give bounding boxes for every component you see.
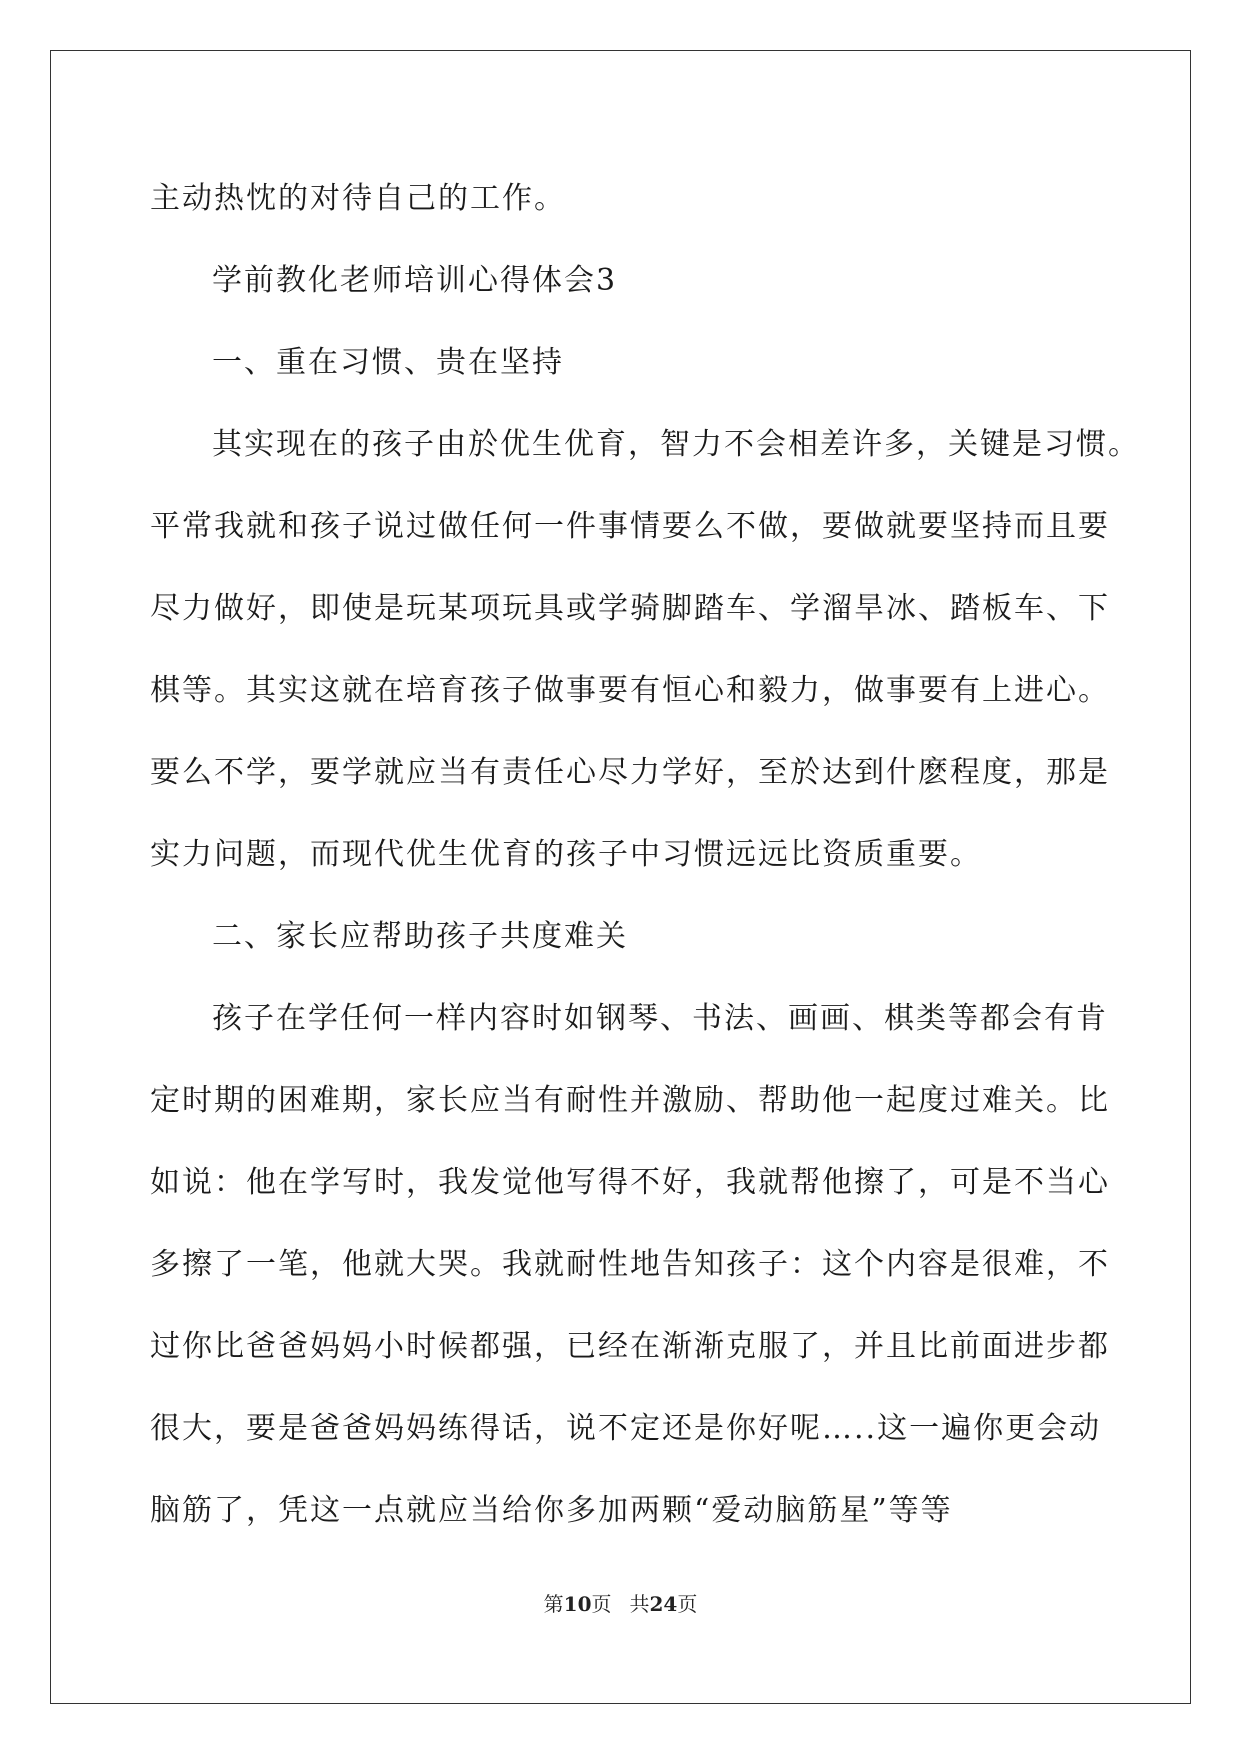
text-line: 如说：他在学写时，我发觉他写得不好，我就帮他擦了，可是不当心 [150,1165,1110,1200]
section-heading: 一、重在习惯、贵在坚持 [212,345,564,380]
current-page-number: 10 [563,1592,592,1616]
section-heading: 二、家长应帮助孩子共度难关 [212,919,628,954]
text-line: 定时期的困难期，家长应当有耐性并激励、帮助他一起度过难关。比 [150,1083,1110,1118]
section-title: 学前教化老师培训心得体会3 [212,263,618,298]
page-footer [0,1588,1241,1617]
footer-prefix: 第 [543,1592,564,1616]
footer-page-word: 页 [591,1592,612,1616]
text-line: 其实现在的孩子由於优生优育，智力不会相差许多，关键是习惯。 [212,427,1140,462]
text-line: 脑筋了，凭这一点就应当给你多加两颗“爱动脑筋星”等等 [150,1493,953,1528]
total-page-number: 24 [649,1592,678,1616]
footer-total-suffix: 页 [677,1592,698,1616]
text-line: 要么不学，要学就应当有责任心尽力学好，至於达到什麽程度，那是 [150,755,1110,790]
text-line: 实力问题，而现代优生优育的孩子中习惯远远比资质重要。 [150,837,982,872]
text-line: 尽力做好，即使是玩某项玩具或学骑脚踏车、学溜旱冰、踏板车、下 [150,591,1110,626]
text-line: 棋等。其实这就在培育孩子做事要有恒心和毅力，做事要有上进心。 [150,673,1110,708]
text-line: 多擦了一笔，他就大哭。我就耐性地告知孩子：这个内容是很难，不 [150,1247,1110,1282]
text-line: 主动热忱的对待自己的工作。 [150,181,566,216]
text-line: 孩子在学任何一样内容时如钢琴、书法、画画、棋类等都会有肯 [212,1001,1108,1036]
document-body [150,158,1140,1552]
text-line: 过你比爸爸妈妈小时候都强，已经在渐渐克服了，并且比前面进步都 [150,1329,1110,1364]
footer-total-prefix: 共 [629,1592,650,1616]
text-line: 很大，要是爸爸妈妈练得话，说不定还是你好呢…..这一遍你更会动 [150,1411,1102,1446]
text-line: 平常我就和孩子说过做任何一件事情要么不做，要做就要坚持而且要 [150,509,1110,544]
